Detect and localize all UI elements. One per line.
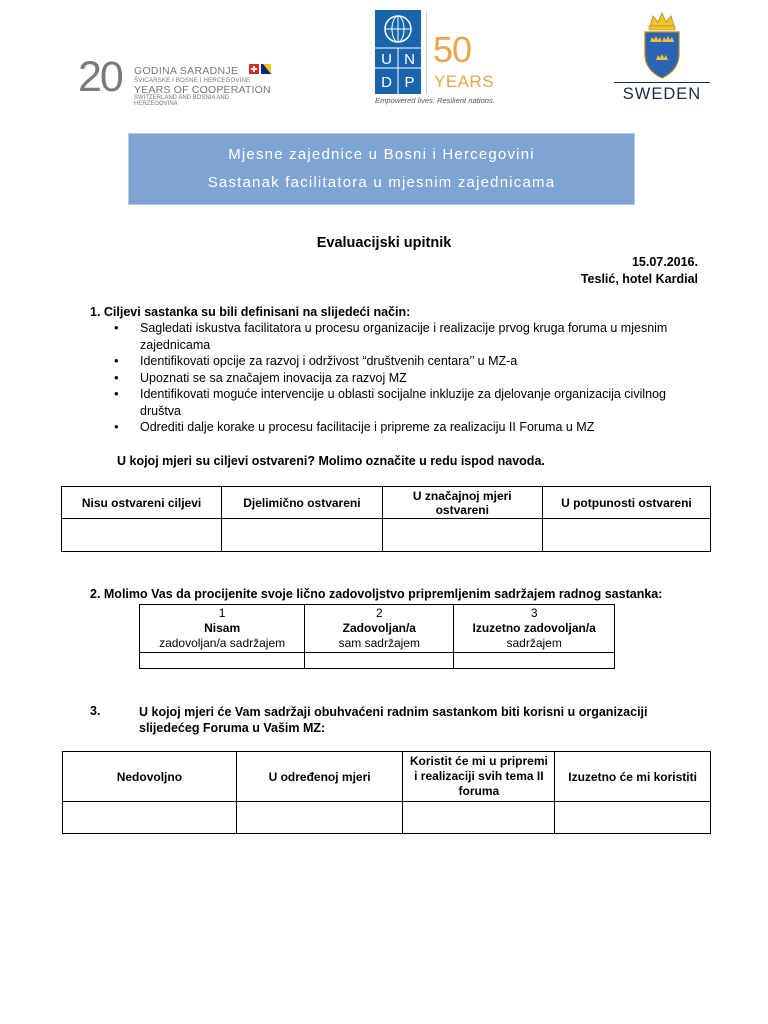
question-2-heading: 2. Molimo Vas da procijenite svoje lično zadovoljstvo pripremljenim sadržajem radnog sastanka: bbox=[90, 587, 663, 601]
table-header-row bbox=[63, 752, 711, 802]
answer-cell[interactable] bbox=[222, 519, 383, 552]
rating-label-rest: sadržajem bbox=[506, 636, 562, 650]
rating-number: 3 bbox=[530, 606, 538, 620]
undp-anniversary-number: 50 bbox=[433, 29, 472, 70]
column-header: Izuzetno će mi koristiti bbox=[555, 752, 711, 802]
sweden-coat-of-arms-icon bbox=[612, 8, 712, 80]
undp-letter: U bbox=[381, 51, 392, 68]
rating-number: 2 bbox=[375, 606, 383, 620]
undp-logo bbox=[375, 10, 495, 110]
undp-letter: P bbox=[404, 74, 415, 91]
list-item: • Upoznati se sa značajem inovacija za razvoj MZ bbox=[112, 370, 702, 387]
rating-label-rest: zadovoljan/a sadržajem bbox=[159, 636, 286, 650]
answer-cell[interactable] bbox=[382, 519, 542, 552]
list-item: • Sagledati iskustva facilitatora u procesu organizacije i realizacije prvog kruga foruma u mjesnim zajednicama bbox=[112, 320, 702, 353]
column-header: U značajnoj mjeri ostvareni bbox=[382, 487, 542, 519]
table-header-row bbox=[62, 487, 711, 519]
column-header: Nisu ostvareni ciljevi bbox=[62, 487, 222, 519]
undp-anniversary-word: YEARS bbox=[434, 72, 495, 91]
column-header: Koristit će mi u pripremi i realizaciji svih tema II foruma bbox=[403, 752, 555, 802]
list-item: • Odrediti dalje korake u procesu facilitacije i pripreme za realizaciju II Foruma u MZ bbox=[112, 419, 702, 436]
answer-cell[interactable] bbox=[236, 802, 403, 834]
column-header bbox=[305, 605, 454, 653]
undp-letter: D bbox=[381, 74, 392, 91]
question-3-number: 3. bbox=[90, 704, 101, 718]
sweden-logo bbox=[612, 8, 712, 108]
table-row bbox=[140, 653, 615, 669]
table-header-row bbox=[140, 605, 615, 653]
table-row bbox=[63, 802, 711, 834]
list-item: • Identifikovati moguće intervencije u oblasti socijalne inkluzije za djelovanje organizacija civilnog društva bbox=[112, 386, 702, 419]
rating-label: Nisam bbox=[204, 621, 241, 635]
column-header: U potpunosti ostvareni bbox=[542, 487, 710, 519]
undp-emblem-icon bbox=[375, 10, 421, 94]
column-header bbox=[140, 605, 305, 653]
answer-cell[interactable] bbox=[63, 802, 237, 834]
undp-divider bbox=[426, 12, 427, 94]
rating-label: Zadovoljan/a bbox=[342, 621, 416, 635]
column-header bbox=[454, 605, 615, 653]
rating-number: 1 bbox=[218, 606, 226, 620]
sweden-wordmark: SWEDEN bbox=[622, 85, 702, 103]
answer-cell[interactable] bbox=[62, 519, 222, 552]
document-title: Evaluacijski upitnik bbox=[316, 235, 452, 251]
answer-cell[interactable] bbox=[305, 653, 454, 669]
column-header: U određenoj mjeri bbox=[236, 752, 403, 802]
banner-line2: Sastanak facilitatora u mjesnim zajednicama bbox=[207, 174, 556, 191]
cooperation-logo-line3: YEARS OF COOPERATION bbox=[134, 84, 271, 96]
undp-letter: N bbox=[404, 51, 415, 68]
cooperation-logo-number: 20 bbox=[78, 53, 122, 101]
answer-cell[interactable] bbox=[403, 802, 555, 834]
flags-icon bbox=[249, 64, 271, 76]
question-3-heading: U kojoj mjeri će Vam sadržaji obuhvaćeni radnim sastankom biti korisni u organizaciji slijedećeg Foruma u Vašim MZ: bbox=[139, 705, 648, 735]
question-1-instruction: U kojoj mjeri su ciljevi ostvareni? Molimo označite u redu ispod navoda. bbox=[117, 454, 545, 468]
answer-cell[interactable] bbox=[454, 653, 615, 669]
cooperation-logo-line4: SWITZERLAND AND BOSNIA AND HERZEGOVINA bbox=[134, 95, 230, 107]
question-3-rating-table bbox=[62, 751, 711, 834]
undp-tagline: Empowered lives. Resilient nations. bbox=[375, 96, 495, 105]
answer-cell[interactable] bbox=[140, 653, 305, 669]
cooperation-logo-line1: GODINA SARADNJE bbox=[134, 65, 239, 77]
column-header: Nedovoljno bbox=[63, 752, 237, 802]
list-item: • Identifikovati opcije za razvoj i održivost “društvenih centara’’ u MZ-a bbox=[112, 353, 702, 370]
cooperation-logo bbox=[78, 53, 273, 107]
column-header: Djelimično ostvareni bbox=[222, 487, 383, 519]
document-date: 15.07.2016. bbox=[631, 255, 698, 269]
cooperation-logo-line2: ŠVICARSKE I BOSNE I HERCEGOVINE bbox=[134, 77, 251, 84]
sweden-underline bbox=[614, 82, 710, 83]
table-row bbox=[62, 519, 711, 552]
rating-label-rest: sam sadržajem bbox=[338, 636, 420, 650]
document-place: Teslić, hotel Kardial bbox=[580, 272, 698, 286]
answer-cell[interactable] bbox=[542, 519, 710, 552]
title-banner bbox=[128, 133, 635, 205]
question-1-rating-table bbox=[61, 486, 711, 552]
banner-line1: Mjesne zajednice u Bosni i Hercegovini bbox=[228, 146, 535, 163]
answer-cell[interactable] bbox=[555, 802, 711, 834]
goals-list bbox=[112, 320, 702, 436]
rating-label: Izuzetno zadovoljan/a bbox=[472, 621, 596, 635]
question-2-rating-table bbox=[139, 604, 615, 669]
question-1-heading: 1. Ciljevi sastanka su bili definisani na slijedeći način: bbox=[90, 305, 411, 319]
